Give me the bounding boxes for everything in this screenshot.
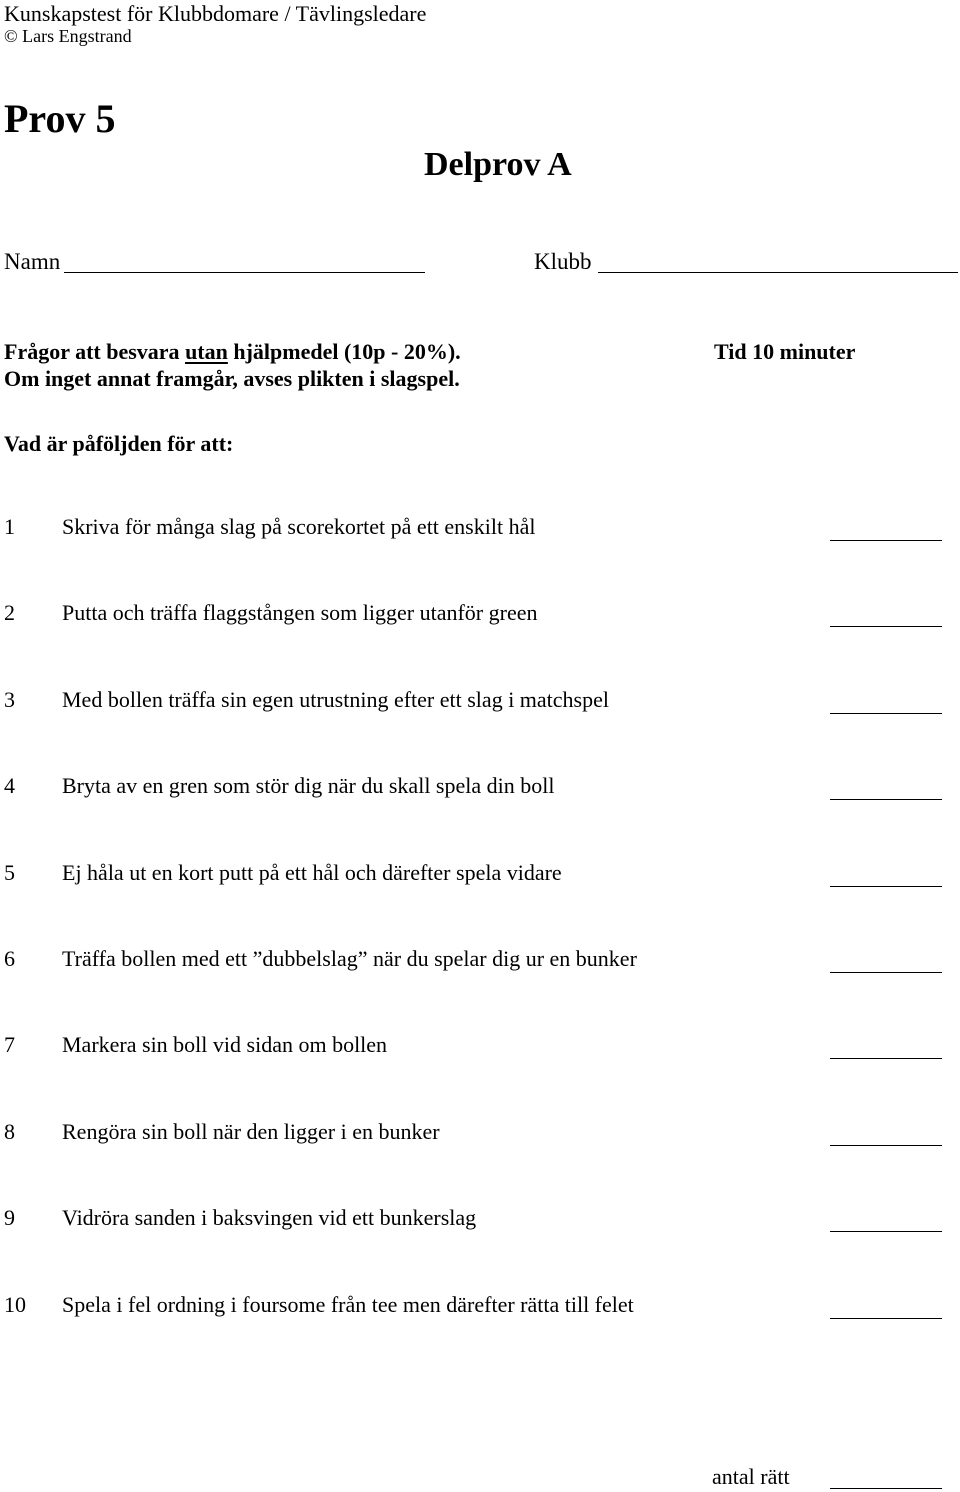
answer-field[interactable] [830,626,942,627]
question-prompt: Vad är påföljden för att: [4,431,234,456]
answer-field[interactable] [830,713,942,714]
name-field[interactable] [64,272,425,273]
instructions-line-1 [4,341,461,363]
answer-field[interactable] [830,1318,942,1319]
question-text: Ej håla ut en kort putt på ett hål och därefter spela vidare [62,860,562,885]
answer-field[interactable] [830,1058,942,1059]
answer-field[interactable] [830,886,942,887]
page-title: Prov 5 [4,96,116,141]
instructions-post: hjälpmedel (10p - 20%). [227,339,461,364]
question-number: 2 [4,600,15,625]
question-number: 3 [4,687,15,712]
score-label: antal rätt [712,1464,790,1489]
instructions-underlined-word: utan [185,339,228,364]
answer-field[interactable] [830,540,942,541]
time-limit: Tid 10 minuter [714,339,856,364]
question-number: 1 [4,514,15,539]
question-number: 10 [4,1292,26,1317]
question-number: 5 [4,860,15,885]
document-header-title: Kunskapstest för Klubbdomare / Tävlingsledare [4,1,427,26]
answer-field[interactable] [830,972,942,973]
question-text: Spela i fel ordning i foursome från tee men därefter rätta till felet [62,1292,634,1317]
question-text: Markera sin boll vid sidan om bollen [62,1032,388,1057]
club-field[interactable] [598,272,958,273]
instructions-pre: Frågor att besvara [4,339,186,364]
question-text: Vidröra sanden i baksvingen vid ett bunkerslag [62,1205,477,1230]
answer-field[interactable] [830,1145,942,1146]
question-text: Rengöra sin boll när den ligger i en bunker [62,1119,440,1144]
question-number: 7 [4,1032,15,1057]
name-label: Namn [4,249,61,274]
answer-field[interactable] [830,1231,942,1232]
question-number: 4 [4,773,15,798]
question-number: 6 [4,946,15,971]
page-subtitle: Delprov A [424,146,572,183]
question-number: 8 [4,1119,15,1144]
club-label: Klubb [534,249,592,274]
answer-field[interactable] [830,799,942,800]
copyright-line: © Lars Engstrand [4,26,132,46]
instructions-line-2: Om inget annat framgår, avses plikten i slagspel. [4,366,460,391]
question-text: Träffa bollen med ett ”dubbelslag” när du spelar dig ur en bunker [62,946,637,971]
score-field[interactable] [830,1488,942,1489]
question-text: Med bollen träffa sin egen utrustning efter ett slag i matchspel [62,687,609,712]
question-number: 9 [4,1205,15,1230]
question-text: Putta och träffa flaggstången som ligger utanför green [62,600,538,625]
question-text: Bryta av en gren som stör dig när du skall spela din boll [62,773,555,798]
question-text: Skriva för många slag på scorekortet på ett enskilt hål [62,514,536,539]
